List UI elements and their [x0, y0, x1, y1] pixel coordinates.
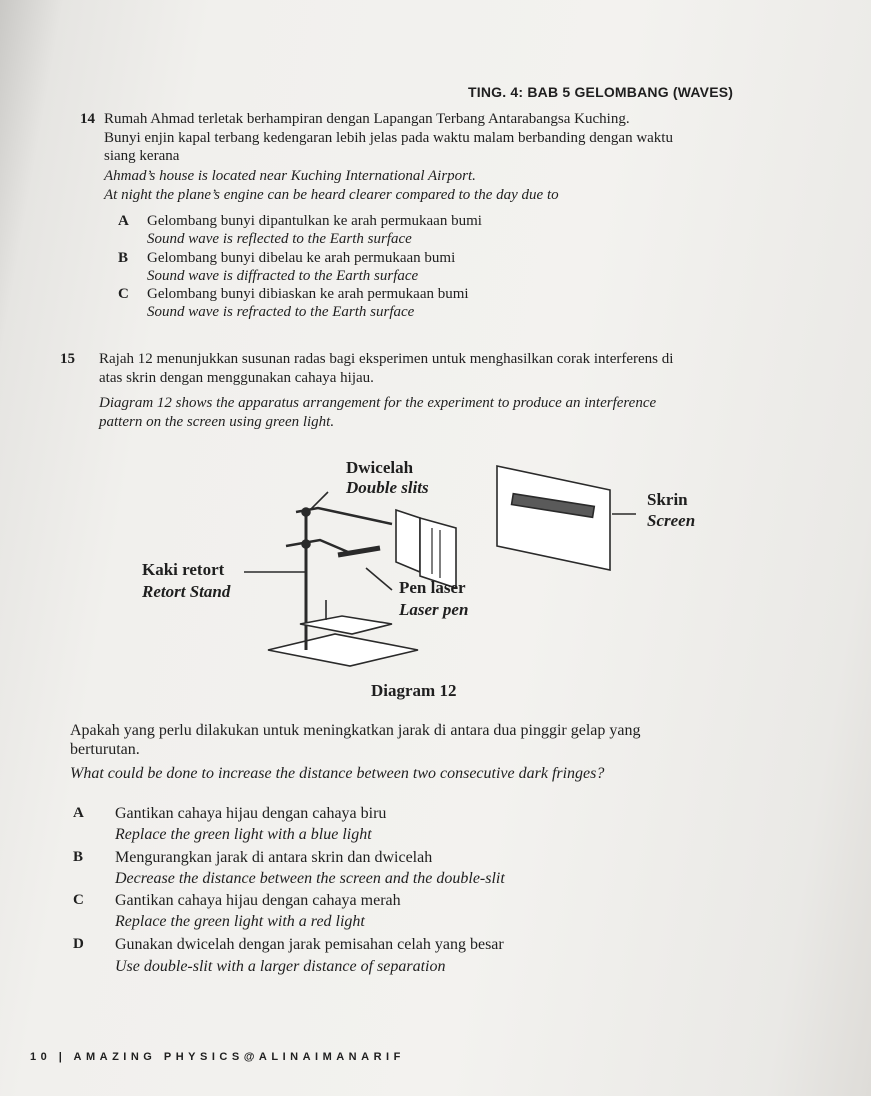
- q15-option-a-en: Replace the green light with a blue light: [115, 826, 372, 843]
- q15-option-c-letter[interactable]: C: [73, 892, 84, 908]
- label-screen-en: Screen: [647, 511, 696, 530]
- q14-option-b-ms: Gelombang bunyi dibelau ke arah permukaan bumi: [147, 250, 456, 266]
- q15-option-d-letter[interactable]: D: [73, 936, 84, 952]
- q15-question-en: What could be done to increase the distance between two consecutive dark fringes?: [70, 765, 605, 782]
- q15-question-ms-1: Apakah yang perlu dilakukan untuk meningkatkan jarak di antara dua pinggir gelap yang: [70, 722, 641, 739]
- q15-stem-en-2: pattern on the screen using green light.: [99, 414, 335, 430]
- q14-stem-en-2: At night the plane’s engine can be heard clearer compared to the day due to: [104, 187, 559, 203]
- diagram-caption: Diagram 12: [371, 681, 457, 700]
- q14-option-b-en: Sound wave is diffracted to the Earth surface: [147, 268, 419, 284]
- q15-option-a-letter[interactable]: A: [73, 805, 84, 821]
- label-laser-ms: Pen laser: [399, 578, 466, 597]
- q14-option-a-letter[interactable]: A: [118, 213, 129, 229]
- page-header: TING. 4: BAB 5 GELOMBANG (WAVES): [468, 84, 734, 100]
- q15-option-c-ms: Gantikan cahaya hijau dengan cahaya merah: [115, 892, 401, 909]
- q15-option-d-en: Use double-slit with a larger distance of separation: [115, 958, 446, 975]
- q15-option-b-letter[interactable]: B: [73, 849, 84, 865]
- q14-stem-ms-2: Bunyi enjin kapal terbang kedengaran lebih jelas pada waktu malam berbanding dengan waktu: [104, 130, 673, 146]
- retort-base: [268, 634, 418, 666]
- label-double-slits-ms: Dwicelah: [346, 458, 414, 477]
- q15-option-a-ms: Gantikan cahaya hijau dengan cahaya biru: [115, 805, 387, 822]
- label-screen-ms: Skrin: [647, 490, 688, 509]
- label-retort-ms: Kaki retort: [142, 560, 225, 579]
- q15-stem-ms-1: Rajah 12 menunjukkan susunan radas bagi eksperimen untuk menghasilkan corak interferens di: [99, 351, 674, 367]
- upper-clamp-boss: [302, 508, 310, 516]
- q14-stem-ms-3: siang kerana: [104, 148, 180, 164]
- q15-question-ms-2: berturutan.: [70, 741, 140, 758]
- q15-option-d-ms: Gunakan dwicelah dengan jarak pemisahan celah yang besar: [115, 936, 504, 953]
- q14-option-a-ms: Gelombang bunyi dipantulkan ke arah permukaan bumi: [147, 213, 482, 229]
- q15-stem-ms-2: atas skrin dengan menggunakan cahaya hijau.: [99, 370, 374, 386]
- label-double-slits-en: Double slits: [346, 478, 429, 497]
- lower-clamp-boss: [302, 540, 310, 548]
- q14-stem-en-1: Ahmad’s house is located near Kuching International Airport.: [104, 168, 476, 184]
- label-retort-en: Retort Stand: [142, 582, 231, 601]
- q14-number: 14: [80, 111, 95, 127]
- q14-option-a-en: Sound wave is reflected to the Earth surface: [147, 231, 412, 247]
- q15-number: 15: [60, 351, 75, 367]
- laser-platform: [300, 616, 392, 634]
- q14-option-c-ms: Gelombang bunyi dibiaskan ke arah permukaan bumi: [147, 286, 469, 302]
- lower-clamp: [286, 540, 348, 552]
- q15-option-b-en: Decrease the distance between the screen and the double-slit: [115, 870, 505, 887]
- double-slit-frame: [396, 510, 420, 572]
- page-footer: 10 | AMAZING PHYSICS@ALINAIMANARIF: [30, 1051, 405, 1063]
- q14-stem-ms-1: Rumah Ahmad terletak berhampiran dengan Lapangan Terbang Antarabangsa Kuching.: [104, 111, 630, 127]
- q14-option-c-letter[interactable]: C: [118, 286, 129, 302]
- q15-option-c-en: Replace the green light with a red light: [115, 913, 365, 930]
- q15-option-b-ms: Mengurangkan jarak di antara skrin dan dwicelah: [115, 849, 433, 866]
- label-laser-en: Laser pen: [399, 600, 469, 619]
- laser-pen: [338, 548, 380, 555]
- q14-option-c-en: Sound wave is refracted to the Earth surface: [147, 304, 415, 320]
- laser-pointer-line: [366, 568, 392, 590]
- q15-stem-en-1: Diagram 12 shows the apparatus arrangement for the experiment to produce an interference: [99, 395, 657, 411]
- q14-option-b-letter[interactable]: B: [118, 250, 129, 266]
